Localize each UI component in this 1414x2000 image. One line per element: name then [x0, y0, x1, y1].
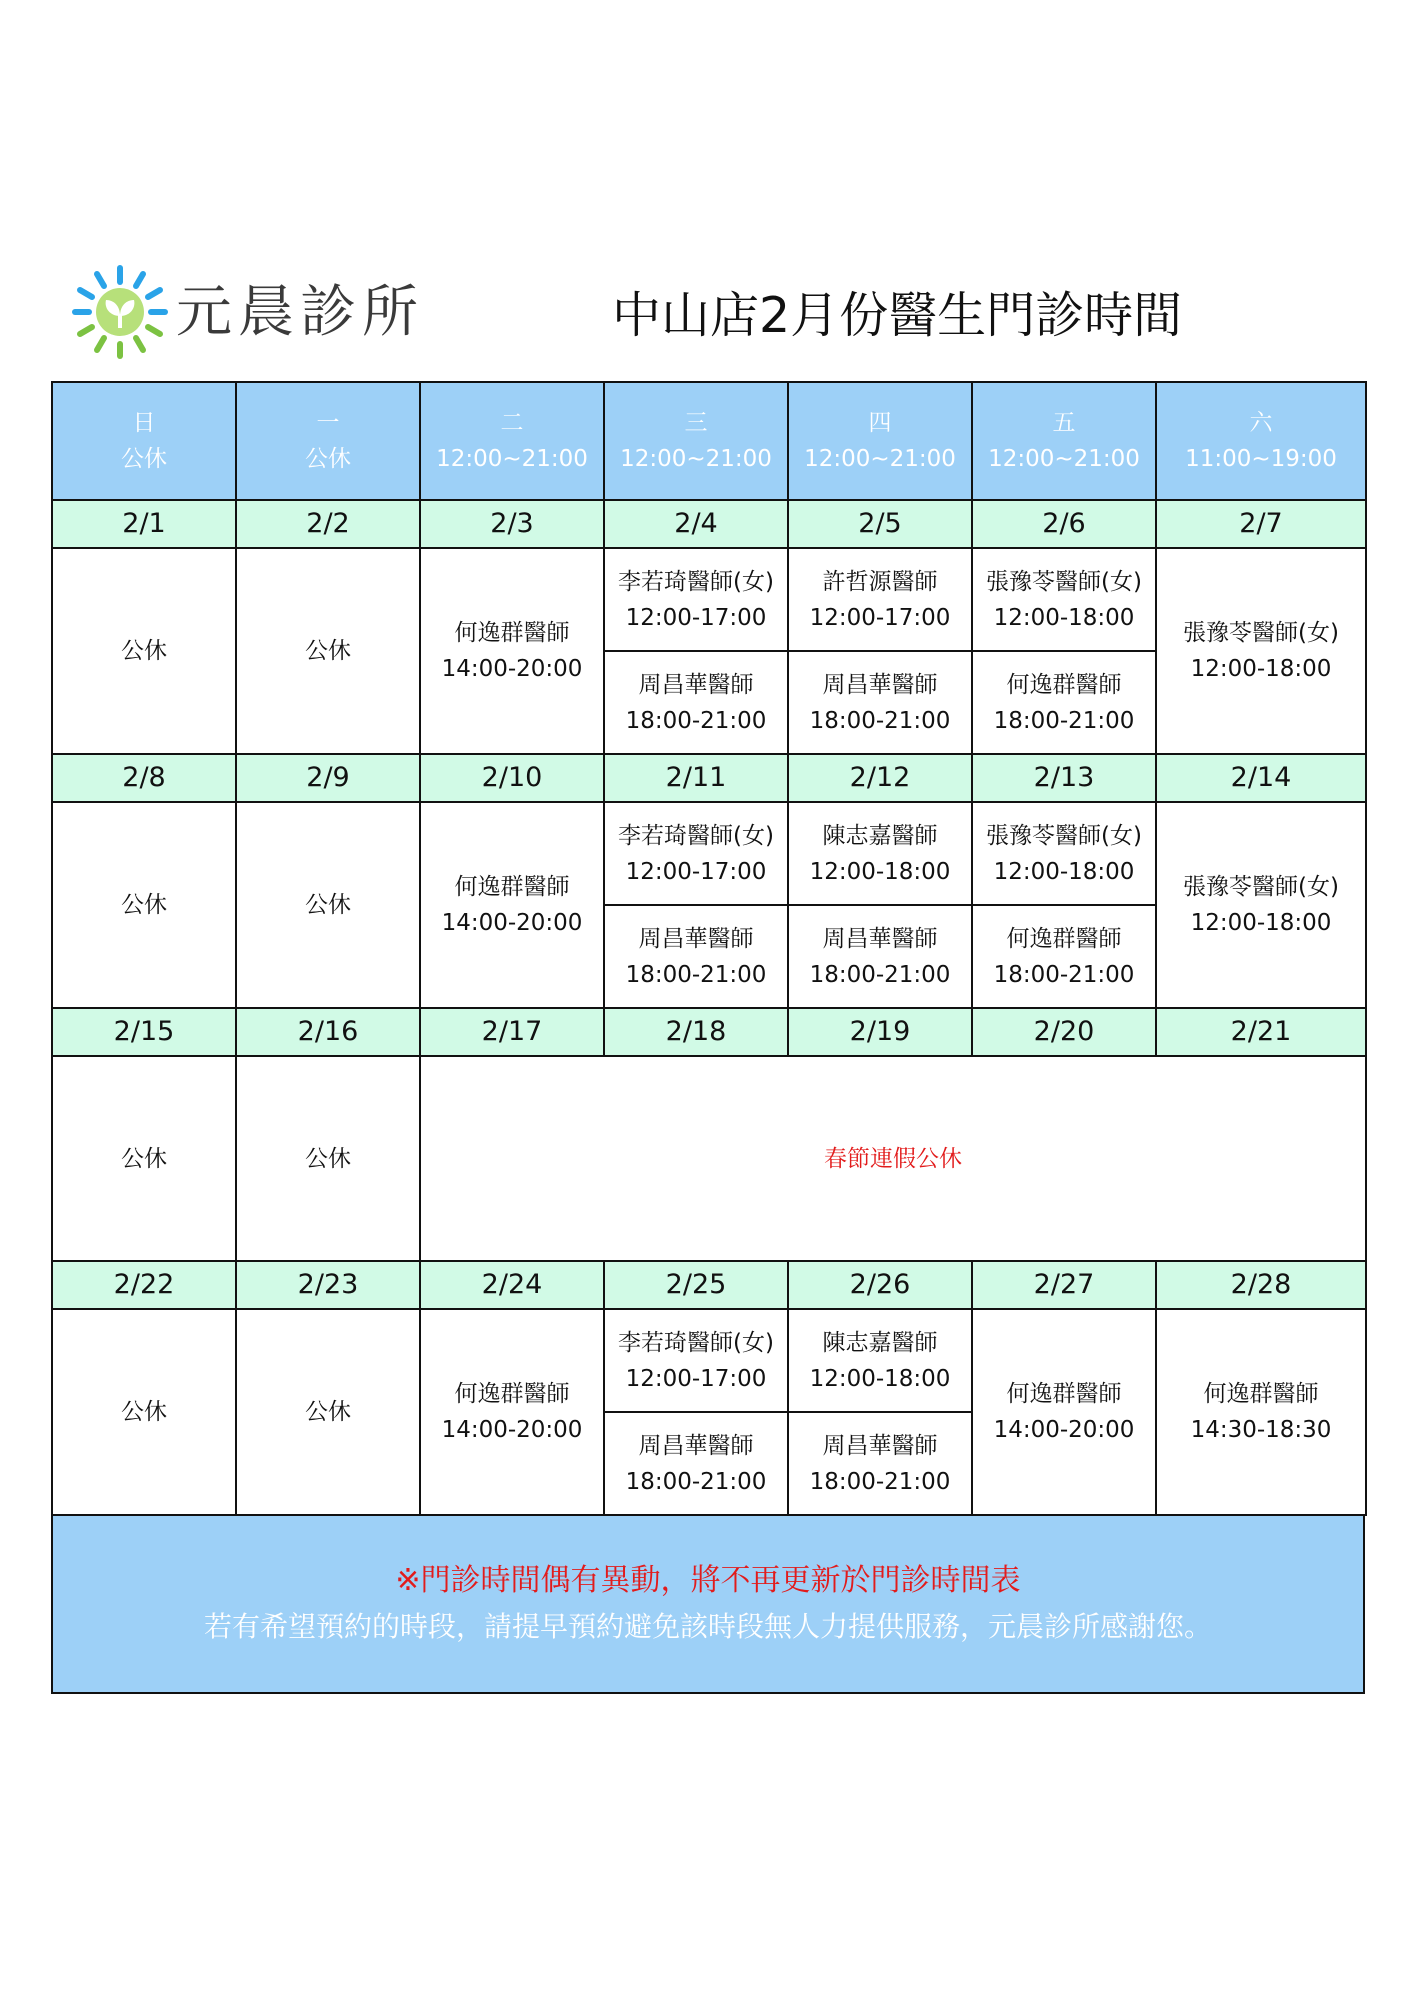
shift-cell: 何逸群醫師 14:30-18:30	[1156, 1309, 1366, 1515]
weekday-sun: 日 公休	[52, 382, 236, 500]
date-cell: 2/17	[420, 1008, 604, 1056]
shift-cell: 周昌華醫師 18:00-21:00	[788, 905, 972, 1008]
weekday-tue: 二 12:00~21:00	[420, 382, 604, 500]
weekday-wed: 三 12:00~21:00	[604, 382, 788, 500]
date-cell: 2/2	[236, 500, 420, 548]
shift-cell: 何逸群醫師 14:00-20:00	[972, 1309, 1156, 1515]
date-cell: 2/24	[420, 1261, 604, 1309]
date-cell: 2/28	[1156, 1261, 1366, 1309]
closed-cell: 公休	[236, 1309, 420, 1515]
date-row	[52, 1008, 1366, 1056]
shift-cell: 周昌華醫師 18:00-21:00	[788, 651, 972, 754]
closed-cell: 公休	[52, 802, 236, 1008]
shift-cell: 何逸群醫師 14:00-20:00	[420, 802, 604, 1008]
date-row	[52, 1261, 1366, 1309]
schedule-row	[52, 548, 1366, 651]
date-cell: 2/25	[604, 1261, 788, 1309]
shift-cell: 李若琦醫師(女) 12:00-17:00	[604, 1309, 788, 1412]
date-cell: 2/11	[604, 754, 788, 802]
shift-cell: 周昌華醫師 18:00-21:00	[604, 905, 788, 1008]
date-cell: 2/5	[788, 500, 972, 548]
date-cell: 2/9	[236, 754, 420, 802]
shift-cell: 何逸群醫師 18:00-21:00	[972, 905, 1156, 1008]
weekday-thu: 四 12:00~21:00	[788, 382, 972, 500]
date-cell: 2/26	[788, 1261, 972, 1309]
shift-cell: 許哲源醫師 12:00-17:00	[788, 548, 972, 651]
weekday-sat: 六 11:00~19:00	[1156, 382, 1366, 500]
closed-cell: 公休	[236, 802, 420, 1008]
date-cell: 2/22	[52, 1261, 236, 1309]
brand-name: 元晨診所	[176, 280, 424, 345]
date-cell: 2/3	[420, 500, 604, 548]
shift-cell: 周昌華醫師 18:00-21:00	[604, 651, 788, 754]
holiday-closure-cell: 春節連假公休	[420, 1056, 1366, 1261]
closed-cell: 公休	[236, 548, 420, 754]
weekday-fri: 五 12:00~21:00	[972, 382, 1156, 500]
date-cell: 2/13	[972, 754, 1156, 802]
date-cell: 2/20	[972, 1008, 1156, 1056]
notice-box	[51, 1516, 1365, 1694]
date-cell: 2/6	[972, 500, 1156, 548]
shift-cell: 陳志嘉醫師 12:00-18:00	[788, 1309, 972, 1412]
schedule-table	[51, 381, 1365, 1694]
date-cell: 2/21	[1156, 1008, 1366, 1056]
shift-cell: 張豫苓醫師(女) 12:00-18:00	[972, 548, 1156, 651]
shift-cell: 周昌華醫師 18:00-21:00	[788, 1412, 972, 1515]
shift-cell: 李若琦醫師(女) 12:00-17:00	[604, 802, 788, 905]
schedule-row	[52, 1309, 1366, 1412]
date-row	[52, 500, 1366, 548]
closed-cell: 公休	[52, 548, 236, 754]
date-cell: 2/16	[236, 1008, 420, 1056]
shift-cell: 周昌華醫師 18:00-21:00	[604, 1412, 788, 1515]
shift-cell: 張豫苓醫師(女) 12:00-18:00	[972, 802, 1156, 905]
date-cell: 2/15	[52, 1008, 236, 1056]
page-title: 中山店2月份醫生門診時間	[612, 287, 1183, 344]
date-cell: 2/7	[1156, 500, 1366, 548]
sun-sprout-icon	[70, 262, 170, 362]
schedule-row	[52, 802, 1366, 905]
date-cell: 2/27	[972, 1261, 1156, 1309]
closed-cell: 公休	[236, 1056, 420, 1261]
shift-cell: 張豫苓醫師(女) 12:00-18:00	[1156, 548, 1366, 754]
date-cell: 2/8	[52, 754, 236, 802]
shift-cell: 張豫苓醫師(女) 12:00-18:00	[1156, 802, 1366, 1008]
closed-cell: 公休	[52, 1056, 236, 1261]
date-cell: 2/19	[788, 1008, 972, 1056]
shift-cell: 李若琦醫師(女) 12:00-17:00	[604, 548, 788, 651]
closed-cell: 公休	[52, 1309, 236, 1515]
shift-cell: 陳志嘉醫師 12:00-18:00	[788, 802, 972, 905]
shift-cell: 何逸群醫師 14:00-20:00	[420, 548, 604, 754]
shift-cell: 何逸群醫師 14:00-20:00	[420, 1309, 604, 1515]
booking-advice: 若有希望預約的時段，請提早預約避免該時段無人力提供服務，元晨診所感謝您。	[203, 1610, 1212, 1643]
date-cell: 2/14	[1156, 754, 1366, 802]
date-cell: 2/18	[604, 1008, 788, 1056]
shift-cell: 何逸群醫師 18:00-21:00	[972, 651, 1156, 754]
date-cell: 2/1	[52, 500, 236, 548]
weekday-header-row	[52, 382, 1366, 500]
weekday-mon: 一 公休	[236, 382, 420, 500]
date-cell: 2/12	[788, 754, 972, 802]
date-cell: 2/23	[236, 1261, 420, 1309]
schedule-change-warning: ※門診時間偶有異動，將不再更新於門診時間表	[395, 1563, 1021, 1598]
date-cell: 2/4	[604, 500, 788, 548]
date-row	[52, 754, 1366, 802]
date-cell: 2/10	[420, 754, 604, 802]
schedule-row	[52, 1056, 1366, 1261]
